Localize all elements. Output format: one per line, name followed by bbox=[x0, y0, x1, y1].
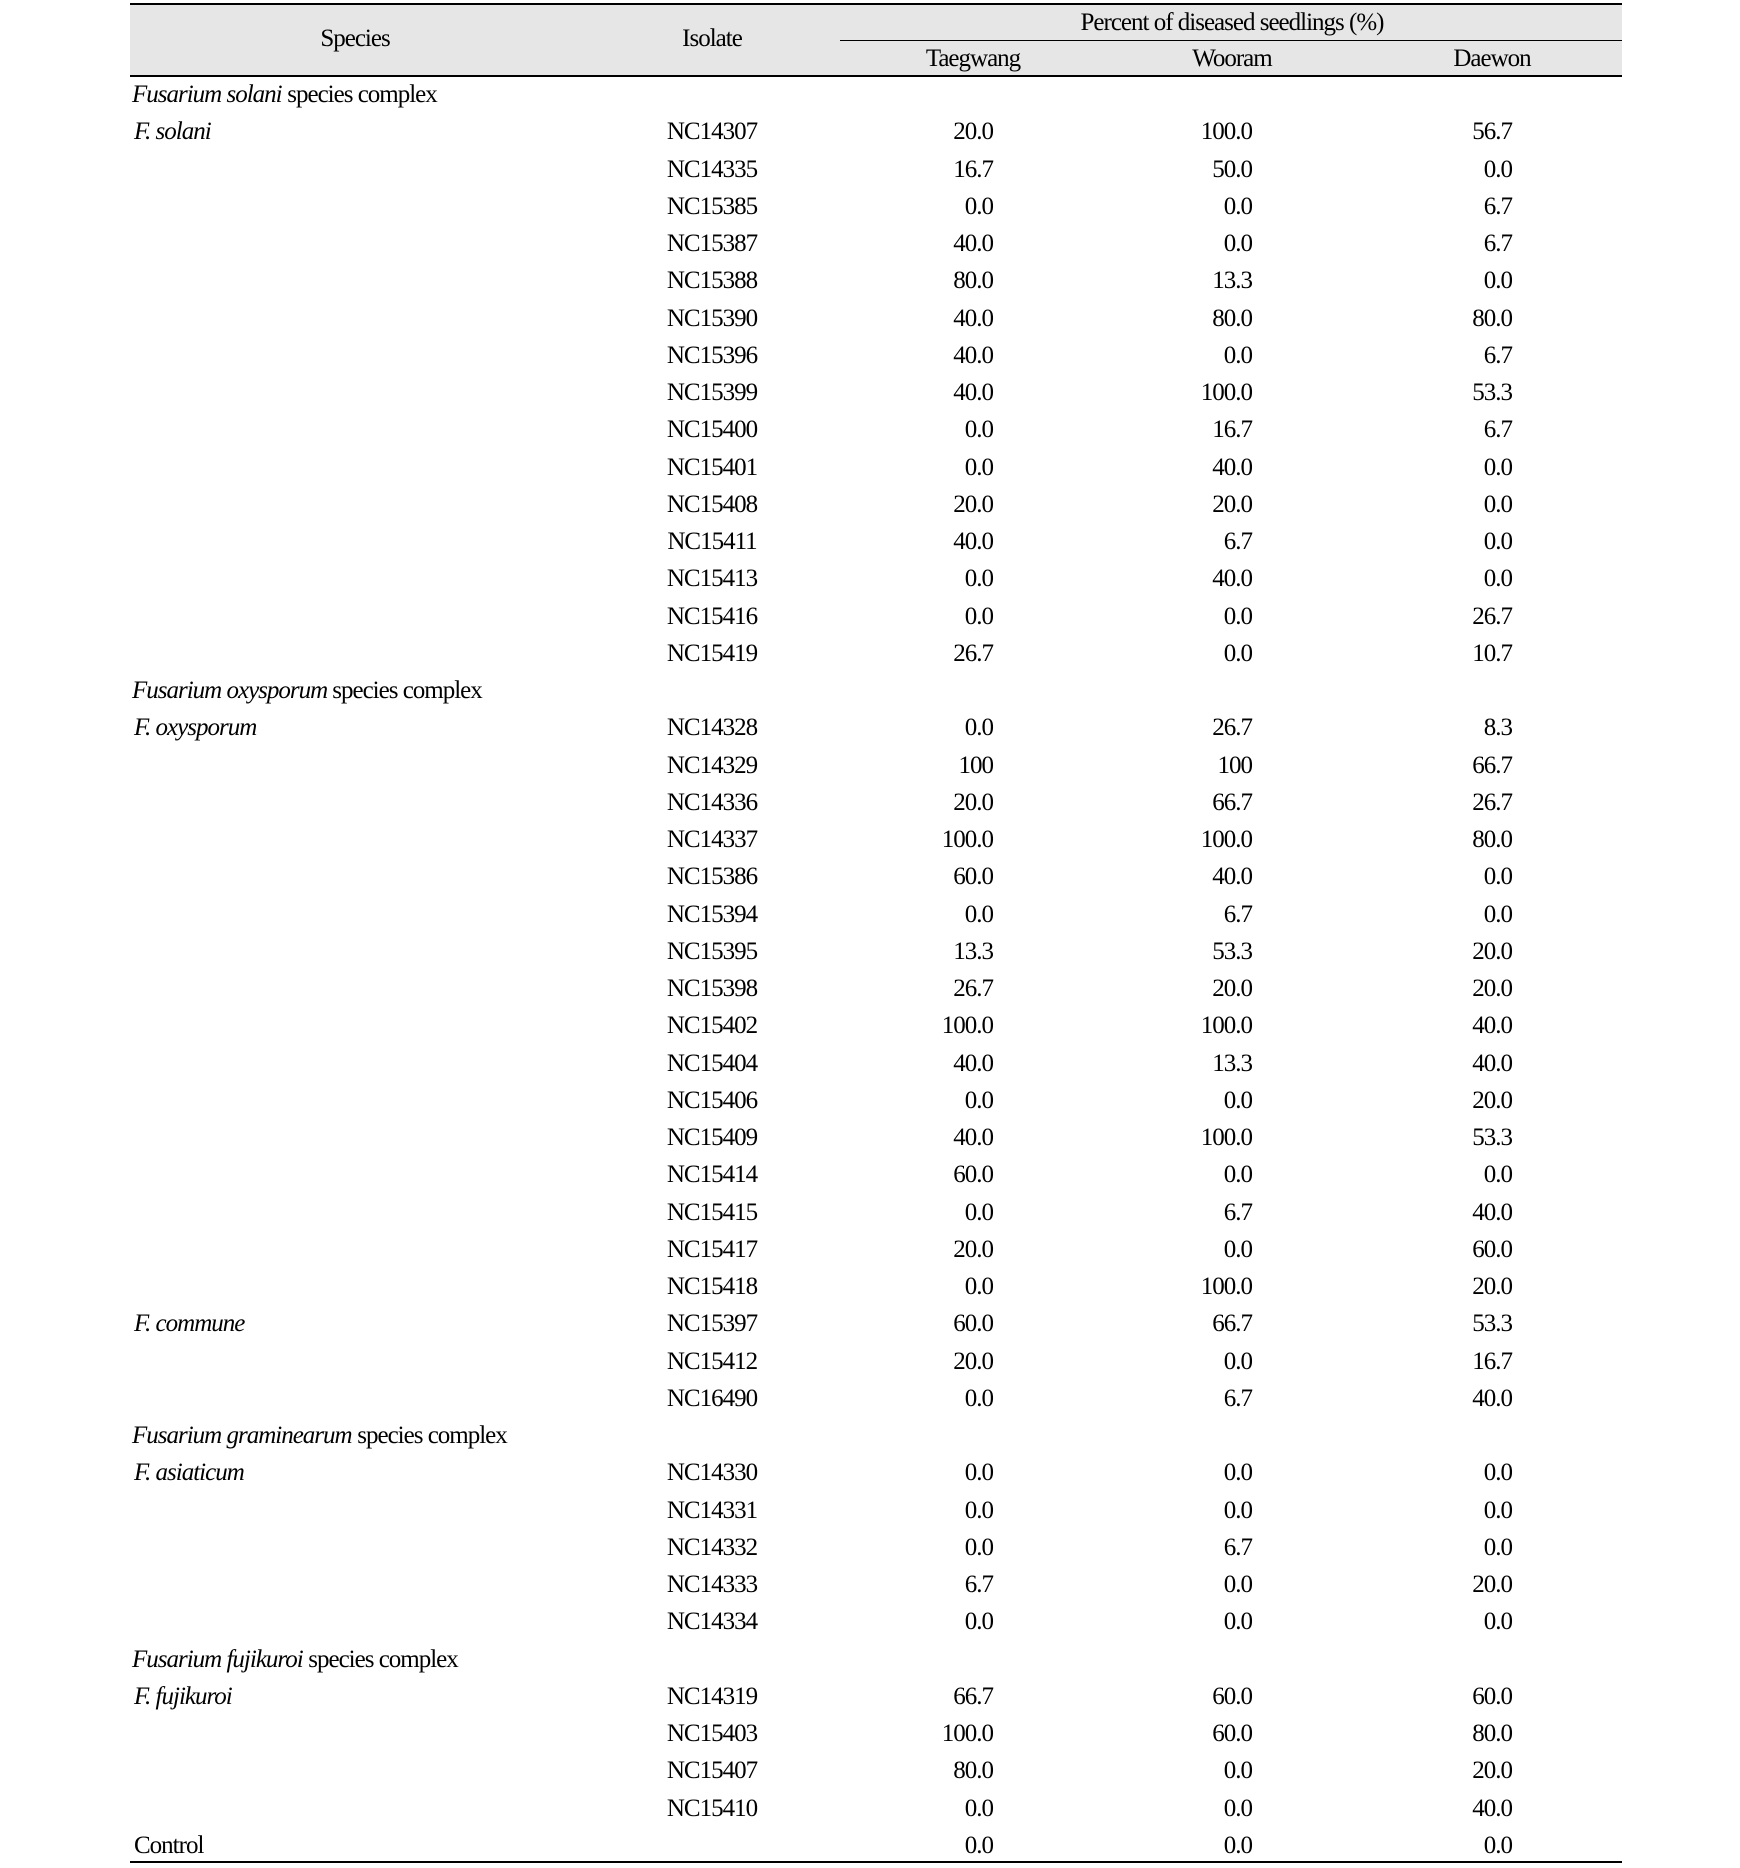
value-wooram: 40.0 bbox=[1212, 565, 1252, 592]
value-taegwang: 100.0 bbox=[941, 1720, 993, 1747]
value-daewon: 6.7 bbox=[1483, 230, 1512, 257]
isolate-id: NC15400 bbox=[666, 416, 758, 443]
value-daewon: 40.0 bbox=[1472, 1050, 1512, 1077]
isolate-id: NC15414 bbox=[666, 1161, 758, 1188]
value-taegwang: 80.0 bbox=[953, 1757, 993, 1784]
value-wooram: 0.0 bbox=[1223, 640, 1252, 667]
value-wooram: 26.7 bbox=[1212, 714, 1252, 741]
value-taegwang: 40.0 bbox=[953, 342, 993, 369]
value-wooram: 100.0 bbox=[1200, 1124, 1252, 1151]
isolate-id: NC15394 bbox=[666, 901, 758, 928]
value-taegwang: 0.0 bbox=[964, 603, 993, 630]
isolate-id: NC15415 bbox=[666, 1199, 758, 1226]
value-wooram: 0.0 bbox=[1223, 1348, 1252, 1375]
value-daewon: 20.0 bbox=[1472, 1087, 1512, 1114]
value-daewon: 60.0 bbox=[1472, 1236, 1512, 1263]
isolate-id: NC15406 bbox=[666, 1087, 758, 1114]
value-wooram: 0.0 bbox=[1223, 1608, 1252, 1635]
value-taegwang: 20.0 bbox=[953, 118, 993, 145]
value-wooram: 0.0 bbox=[1223, 1236, 1252, 1263]
value-wooram: 6.7 bbox=[1223, 1199, 1252, 1226]
value-wooram: 0.0 bbox=[1223, 1832, 1252, 1859]
value-taegwang: 20.0 bbox=[953, 1348, 993, 1375]
value-taegwang: 0.0 bbox=[964, 193, 993, 220]
value-daewon: 20.0 bbox=[1472, 1273, 1512, 1300]
isolate-id: NC14333 bbox=[666, 1571, 758, 1598]
value-wooram: 0.0 bbox=[1223, 230, 1252, 257]
value-daewon: 40.0 bbox=[1472, 1795, 1512, 1822]
value-wooram: 100.0 bbox=[1200, 1012, 1252, 1039]
species-name: F. asiaticum bbox=[134, 1459, 244, 1486]
value-taegwang: 40.0 bbox=[953, 230, 993, 257]
value-daewon: 26.7 bbox=[1472, 789, 1512, 816]
value-daewon: 40.0 bbox=[1472, 1199, 1512, 1226]
header-group-rule bbox=[840, 40, 1622, 41]
value-daewon: 0.0 bbox=[1483, 1534, 1512, 1561]
value-wooram: 0.0 bbox=[1223, 342, 1252, 369]
value-wooram: 66.7 bbox=[1212, 1310, 1252, 1337]
value-wooram: 60.0 bbox=[1212, 1720, 1252, 1747]
value-wooram: 6.7 bbox=[1223, 1385, 1252, 1412]
value-daewon: 80.0 bbox=[1472, 826, 1512, 853]
value-taegwang: 0.0 bbox=[964, 1534, 993, 1561]
value-wooram: 50.0 bbox=[1212, 156, 1252, 183]
isolate-id: NC16490 bbox=[666, 1385, 758, 1412]
species-complex-suffix: species complex bbox=[327, 677, 482, 704]
value-taegwang: 0.0 bbox=[964, 454, 993, 481]
species-complex-name: Fusarium oxysporum bbox=[132, 677, 328, 704]
isolate-id: NC15398 bbox=[666, 975, 758, 1002]
isolate-id: NC15385 bbox=[666, 193, 758, 220]
value-daewon: 0.0 bbox=[1483, 267, 1512, 294]
species-complex-suffix: species complex bbox=[282, 81, 437, 108]
value-daewon: 20.0 bbox=[1472, 1757, 1512, 1784]
isolate-id: NC14336 bbox=[666, 789, 758, 816]
value-wooram: 0.0 bbox=[1223, 1795, 1252, 1822]
value-wooram: 0.0 bbox=[1223, 193, 1252, 220]
isolate-id: NC14337 bbox=[666, 826, 758, 853]
isolate-id: NC15396 bbox=[666, 342, 758, 369]
value-wooram: 0.0 bbox=[1223, 1497, 1252, 1524]
value-daewon: 26.7 bbox=[1472, 603, 1512, 630]
species-name: F. commune bbox=[134, 1310, 245, 1337]
value-taegwang: 0.0 bbox=[964, 1273, 993, 1300]
header-cultivar-taegwang: Taegwang bbox=[925, 45, 1021, 72]
isolate-id: NC15417 bbox=[666, 1236, 758, 1263]
value-taegwang: 0.0 bbox=[964, 901, 993, 928]
value-daewon: 0.0 bbox=[1483, 1832, 1512, 1859]
value-taegwang: 66.7 bbox=[953, 1683, 993, 1710]
value-daewon: 40.0 bbox=[1472, 1012, 1512, 1039]
value-daewon: 66.7 bbox=[1472, 752, 1512, 779]
value-taegwang: 0.0 bbox=[964, 1608, 993, 1635]
value-taegwang: 6.7 bbox=[964, 1571, 993, 1598]
isolate-id: NC15407 bbox=[666, 1757, 758, 1784]
value-daewon: 53.3 bbox=[1472, 1124, 1512, 1151]
value-daewon: 0.0 bbox=[1483, 1608, 1512, 1635]
value-wooram: 40.0 bbox=[1212, 863, 1252, 890]
value-wooram: 20.0 bbox=[1212, 491, 1252, 518]
species-complex-name: Fusarium fujikuroi bbox=[132, 1646, 303, 1673]
isolate-id: NC15419 bbox=[666, 640, 758, 667]
value-wooram: 0.0 bbox=[1223, 1459, 1252, 1486]
value-taegwang: 0.0 bbox=[964, 1087, 993, 1114]
value-wooram: 0.0 bbox=[1223, 603, 1252, 630]
value-wooram: 80.0 bbox=[1212, 305, 1252, 332]
value-wooram: 0.0 bbox=[1223, 1571, 1252, 1598]
value-taegwang: 20.0 bbox=[953, 789, 993, 816]
value-taegwang: 0.0 bbox=[964, 1795, 993, 1822]
value-daewon: 0.0 bbox=[1483, 565, 1512, 592]
value-daewon: 80.0 bbox=[1472, 305, 1512, 332]
isolate-id: NC15408 bbox=[666, 491, 758, 518]
value-taegwang: 60.0 bbox=[953, 1310, 993, 1337]
species-name: F. oxysporum bbox=[134, 714, 257, 741]
value-wooram: 6.7 bbox=[1223, 528, 1252, 555]
isolate-id: NC14331 bbox=[666, 1497, 758, 1524]
value-daewon: 0.0 bbox=[1483, 1161, 1512, 1188]
isolate-id: NC15399 bbox=[666, 379, 758, 406]
value-taegwang: 13.3 bbox=[953, 938, 993, 965]
isolate-id: NC15404 bbox=[666, 1050, 758, 1077]
value-daewon: 6.7 bbox=[1483, 193, 1512, 220]
value-daewon: 40.0 bbox=[1472, 1385, 1512, 1412]
isolate-id: NC15412 bbox=[666, 1348, 758, 1375]
value-wooram: 0.0 bbox=[1223, 1757, 1252, 1784]
value-wooram: 100.0 bbox=[1200, 379, 1252, 406]
value-taegwang: 100 bbox=[958, 752, 993, 779]
value-daewon: 10.7 bbox=[1472, 640, 1512, 667]
isolate-id: NC15387 bbox=[666, 230, 758, 257]
species-complex-name: Fusarium solani bbox=[132, 81, 282, 108]
isolate-id: NC15409 bbox=[666, 1124, 758, 1151]
value-daewon: 6.7 bbox=[1483, 416, 1512, 443]
value-taegwang: 60.0 bbox=[953, 1161, 993, 1188]
isolate-id: NC15410 bbox=[666, 1795, 758, 1822]
value-wooram: 66.7 bbox=[1212, 789, 1252, 816]
value-wooram: 13.3 bbox=[1212, 267, 1252, 294]
isolate-id: NC15401 bbox=[666, 454, 758, 481]
value-taegwang: 40.0 bbox=[953, 528, 993, 555]
isolate-id: NC15386 bbox=[666, 863, 758, 890]
value-taegwang: 20.0 bbox=[953, 1236, 993, 1263]
value-daewon: 20.0 bbox=[1472, 1571, 1512, 1598]
value-taegwang: 0.0 bbox=[964, 565, 993, 592]
isolate-id: NC14335 bbox=[666, 156, 758, 183]
value-daewon: 0.0 bbox=[1483, 156, 1512, 183]
value-wooram: 20.0 bbox=[1212, 975, 1252, 1002]
isolate-id: NC15397 bbox=[666, 1310, 758, 1337]
value-wooram: 53.3 bbox=[1212, 938, 1252, 965]
value-taegwang: 40.0 bbox=[953, 1124, 993, 1151]
value-taegwang: 0.0 bbox=[964, 416, 993, 443]
value-wooram: 100 bbox=[1217, 752, 1252, 779]
header-percent-diseased: Percent of diseased seedlings (%) bbox=[1080, 9, 1384, 36]
value-daewon: 80.0 bbox=[1472, 1720, 1512, 1747]
value-daewon: 0.0 bbox=[1483, 454, 1512, 481]
isolate-id: NC15395 bbox=[666, 938, 758, 965]
value-daewon: 60.0 bbox=[1472, 1683, 1512, 1710]
value-taegwang: 40.0 bbox=[953, 379, 993, 406]
isolate-id: NC15390 bbox=[666, 305, 758, 332]
value-taegwang: 26.7 bbox=[953, 640, 993, 667]
value-taegwang: 16.7 bbox=[953, 156, 993, 183]
header-cultivar-daewon: Daewon bbox=[1453, 45, 1531, 72]
header-isolate: Isolate bbox=[682, 25, 742, 52]
isolate-id: NC15403 bbox=[666, 1720, 758, 1747]
value-wooram: 40.0 bbox=[1212, 454, 1252, 481]
value-daewon: 53.3 bbox=[1472, 379, 1512, 406]
isolate-id: NC14329 bbox=[666, 752, 758, 779]
species-name: F. fujikuroi bbox=[134, 1683, 232, 1710]
value-taegwang: 0.0 bbox=[964, 1385, 993, 1412]
value-taegwang: 60.0 bbox=[953, 863, 993, 890]
value-daewon: 8.3 bbox=[1483, 714, 1512, 741]
value-daewon: 0.0 bbox=[1483, 901, 1512, 928]
isolate-id: NC14332 bbox=[666, 1534, 758, 1561]
isolate-id: NC15402 bbox=[666, 1012, 758, 1039]
value-taegwang: 20.0 bbox=[953, 491, 993, 518]
value-daewon: 0.0 bbox=[1483, 1459, 1512, 1486]
value-daewon: 0.0 bbox=[1483, 491, 1512, 518]
value-daewon: 0.0 bbox=[1483, 1497, 1512, 1524]
species-complex-name: Fusarium graminearum bbox=[132, 1422, 352, 1449]
isolate-id: NC14334 bbox=[666, 1608, 758, 1635]
value-daewon: 53.3 bbox=[1472, 1310, 1512, 1337]
value-daewon: 16.7 bbox=[1472, 1348, 1512, 1375]
isolate-id: NC14330 bbox=[666, 1459, 758, 1486]
isolate-id: NC14319 bbox=[666, 1683, 758, 1710]
value-taegwang: 0.0 bbox=[964, 1459, 993, 1486]
value-taegwang: 40.0 bbox=[953, 1050, 993, 1077]
value-daewon: 6.7 bbox=[1483, 342, 1512, 369]
table-bottom-rule bbox=[130, 1861, 1622, 1863]
species-complex-suffix: species complex bbox=[303, 1646, 458, 1673]
value-wooram: 0.0 bbox=[1223, 1161, 1252, 1188]
value-wooram: 100.0 bbox=[1200, 826, 1252, 853]
value-daewon: 0.0 bbox=[1483, 863, 1512, 890]
value-wooram: 16.7 bbox=[1212, 416, 1252, 443]
table-top-rule bbox=[130, 3, 1622, 5]
isolate-id: NC15388 bbox=[666, 267, 758, 294]
header-bottom-rule bbox=[130, 75, 1622, 77]
value-taegwang: 0.0 bbox=[964, 714, 993, 741]
value-taegwang: 100.0 bbox=[941, 826, 993, 853]
value-wooram: 6.7 bbox=[1223, 901, 1252, 928]
value-wooram: 100.0 bbox=[1200, 118, 1252, 145]
isolate-id: NC15418 bbox=[666, 1273, 758, 1300]
value-wooram: 6.7 bbox=[1223, 1534, 1252, 1561]
value-taegwang: 80.0 bbox=[953, 267, 993, 294]
isolate-id: NC14328 bbox=[666, 714, 758, 741]
species-complex-suffix: species complex bbox=[352, 1422, 507, 1449]
value-wooram: 100.0 bbox=[1200, 1273, 1252, 1300]
value-daewon: 20.0 bbox=[1472, 975, 1512, 1002]
isolate-id: NC15413 bbox=[666, 565, 758, 592]
value-wooram: 0.0 bbox=[1223, 1087, 1252, 1114]
value-wooram: 60.0 bbox=[1212, 1683, 1252, 1710]
value-wooram: 13.3 bbox=[1212, 1050, 1252, 1077]
value-taegwang: 100.0 bbox=[941, 1012, 993, 1039]
value-taegwang: 0.0 bbox=[964, 1199, 993, 1226]
value-taegwang: 0.0 bbox=[964, 1832, 993, 1859]
header-cultivar-wooram: Wooram bbox=[1192, 45, 1272, 72]
isolate-id: NC15416 bbox=[666, 603, 758, 630]
value-taegwang: 26.7 bbox=[953, 975, 993, 1002]
value-taegwang: 40.0 bbox=[953, 305, 993, 332]
value-taegwang: 0.0 bbox=[964, 1497, 993, 1524]
value-daewon: 56.7 bbox=[1472, 118, 1512, 145]
isolate-id: NC15411 bbox=[667, 528, 757, 555]
value-daewon: 0.0 bbox=[1483, 528, 1512, 555]
isolate-id: NC14307 bbox=[666, 118, 758, 145]
header-species: Species bbox=[320, 25, 390, 52]
value-daewon: 20.0 bbox=[1472, 938, 1512, 965]
species-name: F. solani bbox=[134, 118, 211, 145]
control-label: Control bbox=[134, 1832, 204, 1859]
